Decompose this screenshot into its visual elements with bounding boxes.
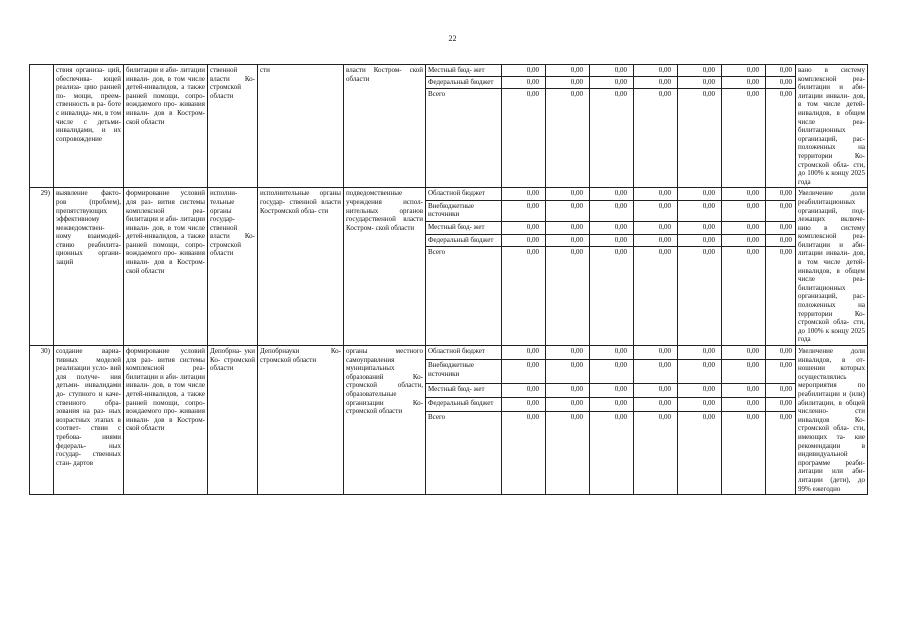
- funding-source-cell: Федеральный бюджет: [426, 234, 502, 246]
- amount-cell: 0,00: [678, 188, 722, 200]
- funding-source-cell: Всего: [426, 247, 502, 346]
- funding-source-cell: Местный бюд- жет: [426, 384, 502, 398]
- amount-cell: 0,00: [590, 200, 634, 222]
- amount-cell: 0,00: [722, 234, 766, 246]
- amount-cell: 0,00: [546, 222, 590, 234]
- amount-cell: 0,00: [766, 77, 796, 89]
- amount-cell: 0,00: [766, 89, 796, 188]
- table-body: [30, 65, 868, 495]
- mechanism-cell: формирование условий для раз- вития системы комплексной реа- билитации и аби- литации инвали- дов, в том числе детей-инвалидов, а также ранней помощи, сопро- вождаемого про- живания инвали- дов в Костром- ской области: [124, 346, 208, 495]
- amount-cell: 0,00: [502, 65, 546, 77]
- amount-cell: 0,00: [766, 200, 796, 222]
- amount-cell: 0,00: [634, 359, 678, 383]
- amount-cell: 0,00: [722, 412, 766, 495]
- amount-cell: 0,00: [590, 247, 634, 346]
- amount-cell: 0,00: [634, 398, 678, 412]
- participants-cell: сти: [258, 65, 344, 188]
- amount-cell: 0,00: [634, 346, 678, 360]
- amount-cell: 0,00: [502, 247, 546, 346]
- amount-cell: 0,00: [502, 77, 546, 89]
- result-cell: вано в систему комплексной реа- билитации и аби- литации инвали- дов, в том числе детей-инвалидов, в общем числе реа- билитационных организаций, рас- положенных на территории Ко- стромской обла- сти, до 100% к концу 2025 года: [796, 65, 868, 188]
- amount-cell: 0,00: [546, 188, 590, 200]
- amount-cell: 0,00: [502, 89, 546, 188]
- funding-source-cell: Внебюджетные источники: [426, 359, 502, 383]
- amount-cell: 0,00: [766, 65, 796, 77]
- amount-cell: 0,00: [678, 234, 722, 246]
- amount-cell: 0,00: [546, 77, 590, 89]
- funding-source-cell: Всего: [426, 412, 502, 495]
- funding-source-cell: Всего: [426, 89, 502, 188]
- table-row: [30, 188, 868, 200]
- funding-source-cell: Внебюджетные источники: [426, 200, 502, 222]
- amount-cell: 0,00: [546, 384, 590, 398]
- amount-cell: 0,00: [722, 200, 766, 222]
- amount-cell: 0,00: [546, 346, 590, 360]
- measures-table: [29, 64, 868, 495]
- amount-cell: 0,00: [766, 234, 796, 246]
- amount-cell: 0,00: [766, 346, 796, 360]
- amount-cell: 0,00: [546, 247, 590, 346]
- page-number: 22: [448, 34, 457, 43]
- funding-source-cell: Местный бюд- жет: [426, 65, 502, 77]
- amount-cell: 0,00: [634, 89, 678, 188]
- activity-cell: выявление факто- ров (проблем), препятствующих эффективному межведомствен- ному взаимодей- ствию реабилита- ционных органи- заций: [54, 188, 124, 346]
- amount-cell: 0,00: [678, 412, 722, 495]
- amount-cell: 0,00: [722, 188, 766, 200]
- amount-cell: 0,00: [722, 247, 766, 346]
- amount-cell: 0,00: [546, 359, 590, 383]
- amount-cell: 0,00: [590, 359, 634, 383]
- amount-cell: 0,00: [546, 89, 590, 188]
- participants-cell: исполнительные органы государ- ственной власти Костромской обла- сти: [258, 188, 344, 346]
- amount-cell: 0,00: [546, 412, 590, 495]
- table-row: [30, 346, 868, 360]
- executor-cell: Депобрна- уки Ко- стромской области: [208, 346, 258, 495]
- subordinate-cell: подведомственные учреждения испол- нительных органов государственной власти Костром- ской области: [344, 188, 426, 346]
- result-cell: Увеличение доли инвалидов, в от- ношении которых осуществлялись мероприятия по реабилитации и (или) абилитации, в общей численно- сти инвалидов Ко- стромской обла- сти, имеющих та- кие рекомендации в индивидуальной программе реаби- литации или аби- литации (дети), до 99% ежегодно: [796, 346, 868, 495]
- amount-cell: 0,00: [502, 398, 546, 412]
- amount-cell: 0,00: [502, 359, 546, 383]
- mechanism-cell: формирование условий для раз- вития системы комплексной реа- билитации и аби- литации инвали- дов, в том числе детей-инвалидов, а также ранней помощи, сопро- вождаемого про- живания инвали- дов в Костром- ской области: [124, 188, 208, 346]
- amount-cell: 0,00: [590, 412, 634, 495]
- table-row: [30, 65, 868, 77]
- amount-cell: 0,00: [722, 359, 766, 383]
- amount-cell: 0,00: [722, 346, 766, 360]
- amount-cell: 0,00: [678, 247, 722, 346]
- amount-cell: 0,00: [722, 77, 766, 89]
- executor-cell: ственной власти Ко- стромской области: [208, 65, 258, 188]
- amount-cell: 0,00: [634, 247, 678, 346]
- funding-source-cell: Федеральный бюджет: [426, 77, 502, 89]
- amount-cell: 0,00: [502, 222, 546, 234]
- amount-cell: 0,00: [590, 384, 634, 398]
- funding-source-cell: Областной бюджет: [426, 188, 502, 200]
- amount-cell: 0,00: [634, 200, 678, 222]
- amount-cell: 0,00: [722, 398, 766, 412]
- amount-cell: 0,00: [634, 77, 678, 89]
- amount-cell: 0,00: [678, 200, 722, 222]
- amount-cell: 0,00: [502, 234, 546, 246]
- amount-cell: 0,00: [546, 200, 590, 222]
- amount-cell: 0,00: [634, 65, 678, 77]
- amount-cell: 0,00: [678, 346, 722, 360]
- amount-cell: 0,00: [722, 65, 766, 77]
- amount-cell: 0,00: [590, 346, 634, 360]
- amount-cell: 0,00: [766, 359, 796, 383]
- mechanism-cell: билитации и аби- литации инвали- дов, в том числе детей-инвалидов, а также ранней помощи, сопро- вождаемого про- живания инвали- дов в Костром- ской области: [124, 65, 208, 188]
- amount-cell: 0,00: [590, 398, 634, 412]
- amount-cell: 0,00: [766, 247, 796, 346]
- amount-cell: 0,00: [590, 65, 634, 77]
- amount-cell: 0,00: [678, 384, 722, 398]
- amount-cell: 0,00: [766, 412, 796, 495]
- amount-cell: 0,00: [590, 77, 634, 89]
- amount-cell: 0,00: [634, 222, 678, 234]
- funding-source-cell: Федеральный бюджет: [426, 398, 502, 412]
- result-cell: Увеличение доли реабилитационных организаций, под- лежащих включе- нию в систему комплексной реа- билитации и аби- литации инвали- дов, в том числе детей-инвалидов, в общем числе реа- билитационных организаций, рас- положенных на территории Ко- стромской обла- сти, до 100% к концу 2025 года: [796, 188, 868, 346]
- amount-cell: 0,00: [502, 346, 546, 360]
- amount-cell: 0,00: [678, 359, 722, 383]
- amount-cell: 0,00: [546, 234, 590, 246]
- amount-cell: 0,00: [634, 384, 678, 398]
- amount-cell: 0,00: [678, 398, 722, 412]
- amount-cell: 0,00: [546, 398, 590, 412]
- row-number: [30, 65, 54, 188]
- amount-cell: 0,00: [678, 89, 722, 188]
- amount-cell: 0,00: [766, 398, 796, 412]
- amount-cell: 0,00: [722, 89, 766, 188]
- executor-cell: исполни- тельные органы государ- ственной власти Ко- стромской области: [208, 188, 258, 346]
- subordinate-cell: власти Костром- ской области: [344, 65, 426, 188]
- amount-cell: 0,00: [502, 200, 546, 222]
- amount-cell: 0,00: [634, 412, 678, 495]
- amount-cell: 0,00: [722, 222, 766, 234]
- amount-cell: 0,00: [678, 222, 722, 234]
- activity-cell: создание вариа- тивных моделей реализации усло- вий для получе- ния детьми- инвалидами до- ступного и каче- ственного обра- зования на раз- ных возрастных этапах в соответ- ствии с требова- ниями федераль- ных государ- ственных стан- дартов: [54, 346, 124, 495]
- amount-cell: 0,00: [722, 384, 766, 398]
- amount-cell: 0,00: [590, 89, 634, 188]
- amount-cell: 0,00: [678, 65, 722, 77]
- amount-cell: 0,00: [546, 65, 590, 77]
- amount-cell: 0,00: [678, 77, 722, 89]
- amount-cell: 0,00: [502, 188, 546, 200]
- amount-cell: 0,00: [766, 188, 796, 200]
- activity-cell: ствия организа- ций, обеспечива- ющей реализа- цию ранней по- мощи, преем- ственность в ра- боте с инвалида- ми, в том числе с детьми- инвалидами, и их сопровождение: [54, 65, 124, 188]
- funding-source-cell: Областной бюджет: [426, 346, 502, 360]
- amount-cell: 0,00: [502, 384, 546, 398]
- amount-cell: 0,00: [590, 234, 634, 246]
- funding-source-cell: Местный бюд- жет: [426, 222, 502, 234]
- amount-cell: 0,00: [502, 412, 546, 495]
- amount-cell: 0,00: [590, 188, 634, 200]
- row-number: 30): [30, 346, 54, 495]
- amount-cell: 0,00: [634, 234, 678, 246]
- amount-cell: 0,00: [766, 384, 796, 398]
- amount-cell: 0,00: [634, 188, 678, 200]
- amount-cell: 0,00: [766, 222, 796, 234]
- amount-cell: 0,00: [590, 222, 634, 234]
- participants-cell: Депобрнауки Ко- стромской области: [258, 346, 344, 495]
- row-number: 29): [30, 188, 54, 346]
- subordinate-cell: органы местного самоуправления муниципальных образований Ко- стромской области, образовательные организации Ко- стромской области: [344, 346, 426, 495]
